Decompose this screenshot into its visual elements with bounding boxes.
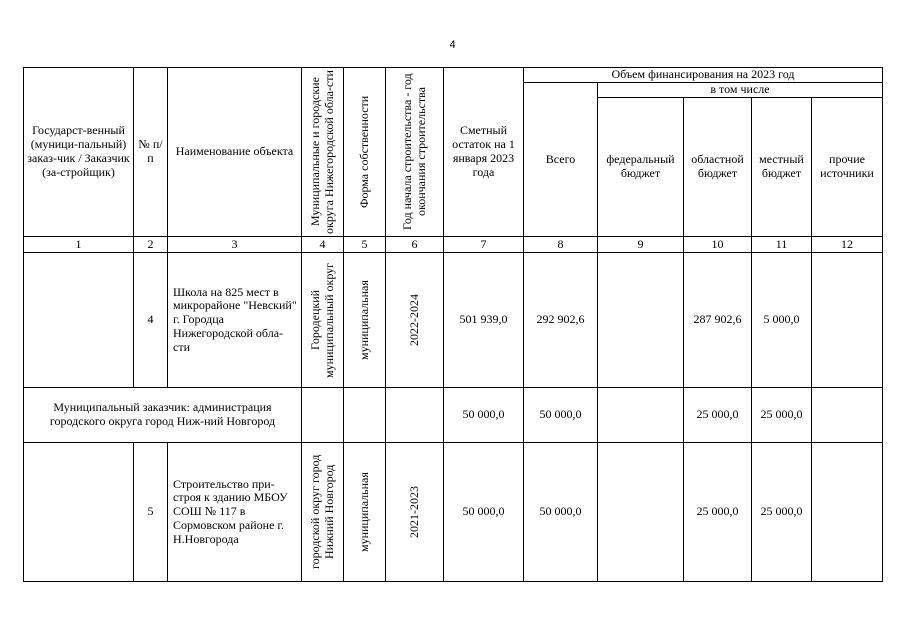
column-number: 1 — [24, 237, 134, 253]
row-years-text: 2021-2023 — [406, 486, 421, 538]
row-object-name: Школа на 825 мест в микрорайоне "Невский" г. Городца Нижегородской обла-сти — [168, 253, 302, 388]
row-object-name: Строительство при-строя к зданию МБОУ СОШ № 117 в Сормовском районе г. Н.Новгорода — [168, 443, 302, 582]
municipal-customer-label: Муниципальный заказчик: администрация городского округа город Ниж-ний Новгород — [24, 388, 302, 443]
municipal-customer-total: 50 000,0 — [524, 388, 598, 443]
row-local: 5 000,0 — [752, 253, 812, 388]
column-number: 12 — [812, 237, 883, 253]
row-number: 4 — [134, 253, 168, 388]
table-row — [24, 253, 883, 388]
row-federal — [598, 253, 684, 388]
header-years-text: Год начала строительства - год окончания строительства — [399, 73, 428, 231]
municipal-customer-years — [386, 388, 444, 443]
row-other — [812, 253, 883, 388]
municipal-customer-row — [24, 388, 883, 443]
row-ownership — [344, 253, 386, 388]
row-regional: 25 000,0 — [684, 443, 752, 582]
municipal-customer-municipality — [302, 388, 344, 443]
header-including: в том числе — [598, 83, 883, 98]
municipal-customer-regional: 25 000,0 — [684, 388, 752, 443]
municipal-customer-other — [812, 388, 883, 443]
column-number: 2 — [134, 237, 168, 253]
municipal-customer-ownership — [344, 388, 386, 443]
row-municipality-text: городской округ город Нижний Новгород — [307, 454, 336, 570]
row-customer — [24, 443, 134, 582]
municipal-customer-local: 25 000,0 — [752, 388, 812, 443]
column-number: 4 — [302, 237, 344, 253]
column-number: 7 — [444, 237, 524, 253]
row-customer — [24, 253, 134, 388]
row-estimate: 501 939,0 — [444, 253, 524, 388]
row-estimate: 50 000,0 — [444, 443, 524, 582]
row-years — [386, 253, 444, 388]
header-ownership — [344, 68, 386, 237]
header-local: местный бюджет — [752, 98, 812, 237]
column-number: 3 — [168, 237, 302, 253]
column-number: 11 — [752, 237, 812, 253]
column-number: 10 — [684, 237, 752, 253]
header-object-name: Наименование объекта — [168, 68, 302, 237]
row-ownership — [344, 443, 386, 582]
row-number: 5 — [134, 443, 168, 582]
column-number: 9 — [598, 237, 684, 253]
header-row-1 — [24, 68, 883, 83]
table-row — [24, 443, 883, 582]
header-municipality-text: Муниципальные и городские округа Нижегородской обла-сти — [307, 70, 336, 234]
column-number: 8 — [524, 237, 598, 253]
row-years — [386, 443, 444, 582]
row-municipality — [302, 253, 344, 388]
header-ownership-text: Форма собственности — [356, 95, 371, 209]
row-ownership-text: муниципальная — [356, 280, 371, 360]
row-federal — [598, 443, 684, 582]
row-municipality-text: Городецкий муниципальный округ — [307, 262, 336, 378]
row-total: 292 902,6 — [524, 253, 598, 388]
header-federal: федеральный бюджет — [598, 98, 684, 237]
row-municipality — [302, 443, 344, 582]
header-total: Всего — [524, 83, 598, 237]
column-numbers-row — [24, 237, 883, 253]
column-number: 5 — [344, 237, 386, 253]
financing-table — [23, 67, 883, 582]
page-number: 4 — [449, 39, 456, 51]
header-regional: областной бюджет — [684, 98, 752, 237]
row-local: 25 000,0 — [752, 443, 812, 582]
header-years — [386, 68, 444, 237]
header-number: № п/п — [134, 68, 168, 237]
header-customer: Государст-венный (муници-пальный) заказ-чик / Заказчик (за-стройщик) — [24, 68, 134, 237]
row-total: 50 000,0 — [524, 443, 598, 582]
header-estimate: Сметный остаток на 1 января 2023 года — [444, 68, 524, 237]
header-municipality — [302, 68, 344, 237]
header-other: прочие источники — [812, 98, 883, 237]
municipal-customer-federal — [598, 388, 684, 443]
header-financing: Объем финансирования на 2023 год — [524, 68, 883, 83]
municipal-customer-estimate: 50 000,0 — [444, 388, 524, 443]
row-ownership-text: муниципальная — [356, 472, 371, 552]
row-years-text: 2022-2024 — [406, 294, 421, 346]
row-other — [812, 443, 883, 582]
column-number: 6 — [386, 237, 444, 253]
row-regional: 287 902,6 — [684, 253, 752, 388]
